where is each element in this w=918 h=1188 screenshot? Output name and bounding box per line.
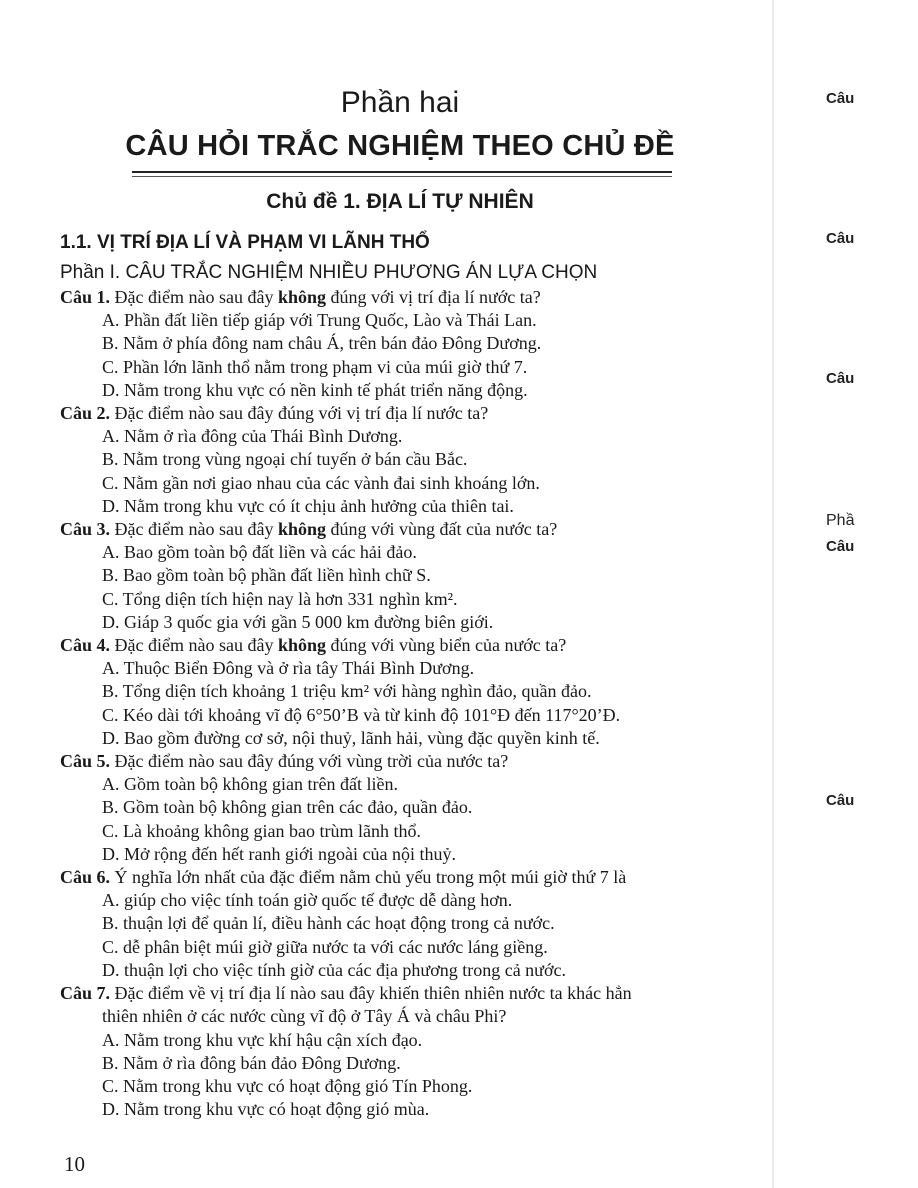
answer-option: A. Thuộc Biển Đông và ở rìa tây Thái Bình Dương. bbox=[102, 658, 475, 679]
answer-option: B. Nằm ở phía đông nam châu Á, trên bán đảo Đông Dương. bbox=[102, 333, 542, 354]
question-negation: không bbox=[277, 287, 327, 307]
next-page-fragment: Câu bbox=[826, 370, 855, 387]
answer-option: B. Nằm ở rìa đông bán đảo Đông Dương. bbox=[102, 1052, 401, 1073]
question-text: Đặc điểm nào sau đây bbox=[110, 287, 278, 307]
question-stem bbox=[60, 634, 780, 657]
question-text: Đặc điểm về vị trí địa lí nào sau đây khiến thiên nhiên nước ta khác hẳn bbox=[110, 983, 632, 1004]
next-page-fragment: Phầ bbox=[826, 512, 855, 529]
question-stem bbox=[60, 518, 780, 541]
answer-option: C. Kéo dài tới khoảng vĩ độ 6°50’B và từ kinh độ 101°Đ đến 117°20’Đ. bbox=[102, 704, 621, 725]
answer-option: B. thuận lợi để quản lí, điều hành các hoạt động trong cả nước. bbox=[102, 913, 555, 934]
page-number: 10 bbox=[64, 1152, 85, 1176]
answer-option: D. Nằm trong khu vực có ít chịu ảnh hưởng của thiên tai. bbox=[102, 495, 514, 516]
question-number: Câu 3. bbox=[60, 519, 111, 540]
title-rule-thin bbox=[132, 176, 672, 177]
question-continuation: thiên nhiên ở các nước cùng vĩ độ ở Tây Á và châu Phi? bbox=[102, 1006, 507, 1027]
answer-option: A. giúp cho việc tính toán giờ quốc tế được dễ dàng hơn. bbox=[102, 890, 513, 911]
answer-option: C. Là khoảng không gian bao trùm lãnh thổ. bbox=[102, 820, 421, 841]
answer-option: D. Giáp 3 quốc gia với gần 5 000 km đường biên giới. bbox=[102, 611, 494, 632]
answer-option: C. Phần lớn lãnh thổ nằm trong phạm vi của múi giờ thứ 7. bbox=[102, 356, 528, 377]
title-rule bbox=[132, 171, 672, 173]
answer-option: C. Nằm trong khu vực có hoạt động gió Tín Phong. bbox=[102, 1075, 473, 1096]
question-text-end: đúng với vị trí địa lí nước ta? bbox=[326, 287, 541, 307]
question-stem bbox=[60, 750, 780, 773]
answer-option: B. Gồm toàn bộ không gian trên các đảo, quần đảo. bbox=[102, 797, 473, 818]
part-label: Phần hai bbox=[340, 86, 460, 119]
answer-option: B. Nằm trong vùng ngoại chí tuyến ở bán cầu Bắc. bbox=[102, 449, 468, 470]
question-stem bbox=[60, 402, 780, 425]
question-text-end: đúng với vùng biển của nước ta? bbox=[326, 635, 567, 656]
question-stem bbox=[60, 866, 780, 889]
question-number: Câu 1. bbox=[60, 287, 111, 307]
topic-heading: Chủ đề 1. ĐỊA LÍ TỰ NHIÊN bbox=[266, 190, 534, 213]
part-heading: Phần I. CÂU TRẮC NGHIỆM NHIỀU PHƯƠNG ÁN LỰA CHỌN bbox=[60, 262, 598, 283]
answer-option: C. Nằm gần nơi giao nhau của các vành đai sinh khoáng lớn. bbox=[102, 472, 540, 493]
answer-option: D. Bao gồm đường cơ sở, nội thuỷ, lãnh hải, vùng đặc quyền kinh tế. bbox=[102, 727, 600, 748]
question-text: Đặc điểm nào sau đây đúng với vùng trời của nước ta? bbox=[110, 751, 509, 772]
answer-option: D. thuận lợi cho việc tính giờ của các địa phương trong cả nước. bbox=[102, 959, 566, 980]
answer-option: A. Nằm trong khu vực khí hậu cận xích đạo. bbox=[102, 1029, 423, 1050]
question-text: Ý nghĩa lớn nhất của đặc điểm nằm chủ yếu trong một múi giờ thứ 7 là bbox=[110, 867, 627, 888]
answer-option: C. Tổng diện tích hiện nay là hơn 331 nghìn km². bbox=[102, 588, 458, 609]
answer-option: D. Mở rộng đến hết ranh giới ngoài của nội thuỷ. bbox=[102, 843, 456, 864]
question-text-end: đúng với vùng đất của nước ta? bbox=[326, 519, 558, 540]
question-number: Câu 6. bbox=[60, 867, 111, 888]
question-text: Đặc điểm nào sau đây đúng với vị trí địa lí nước ta? bbox=[110, 403, 489, 424]
main-title: CÂU HỎI TRẮC NGHIỆM THEO CHỦ ĐỀ bbox=[125, 130, 675, 162]
answer-option: A. Phần đất liền tiếp giáp với Trung Quốc, Lào và Thái Lan. bbox=[102, 310, 537, 331]
answer-option: A. Bao gồm toàn bộ đất liền và các hải đảo. bbox=[102, 542, 417, 563]
answer-option: B. Tổng diện tích khoảng 1 triệu km² với hàng nghìn đảo, quần đảo. bbox=[102, 681, 592, 702]
question-text: Đặc điểm nào sau đây bbox=[110, 635, 278, 656]
answer-option: A. Nằm ở rìa đông của Thái Bình Dương. bbox=[102, 426, 403, 447]
answer-option: C. dễ phân biệt múi giờ giữa nước ta với các nước láng giềng. bbox=[102, 936, 548, 957]
next-page-fragment: Câu bbox=[826, 538, 855, 555]
next-page-fragment: Câu bbox=[826, 90, 855, 107]
question-number: Câu 7. bbox=[60, 983, 111, 1004]
question-number: Câu 5. bbox=[60, 751, 111, 772]
question-number: Câu 2. bbox=[60, 403, 111, 424]
answer-option: A. Gồm toàn bộ không gian trên đất liền. bbox=[102, 774, 398, 795]
answer-option: D. Nằm trong khu vực có nền kinh tế phát triển năng động. bbox=[102, 379, 528, 400]
section-heading: 1.1. VỊ TRÍ ĐỊA LÍ VÀ PHẠM VI LÃNH THỔ bbox=[60, 232, 430, 253]
next-page-fragment: Câu bbox=[826, 792, 855, 809]
question-stem bbox=[60, 982, 780, 1005]
answer-option: B. Bao gồm toàn bộ phần đất liền hình chữ S. bbox=[102, 565, 431, 586]
question-list bbox=[60, 286, 780, 1121]
next-page-fragment: Câu bbox=[826, 230, 855, 247]
answer-option: D. Nằm trong khu vực có hoạt động gió mùa. bbox=[102, 1099, 430, 1120]
question-negation: không bbox=[277, 635, 327, 656]
question-negation: không bbox=[277, 519, 327, 540]
question-stem bbox=[60, 286, 780, 309]
question-number: Câu 4. bbox=[60, 635, 111, 656]
question-text: Đặc điểm nào sau đây bbox=[110, 519, 278, 540]
